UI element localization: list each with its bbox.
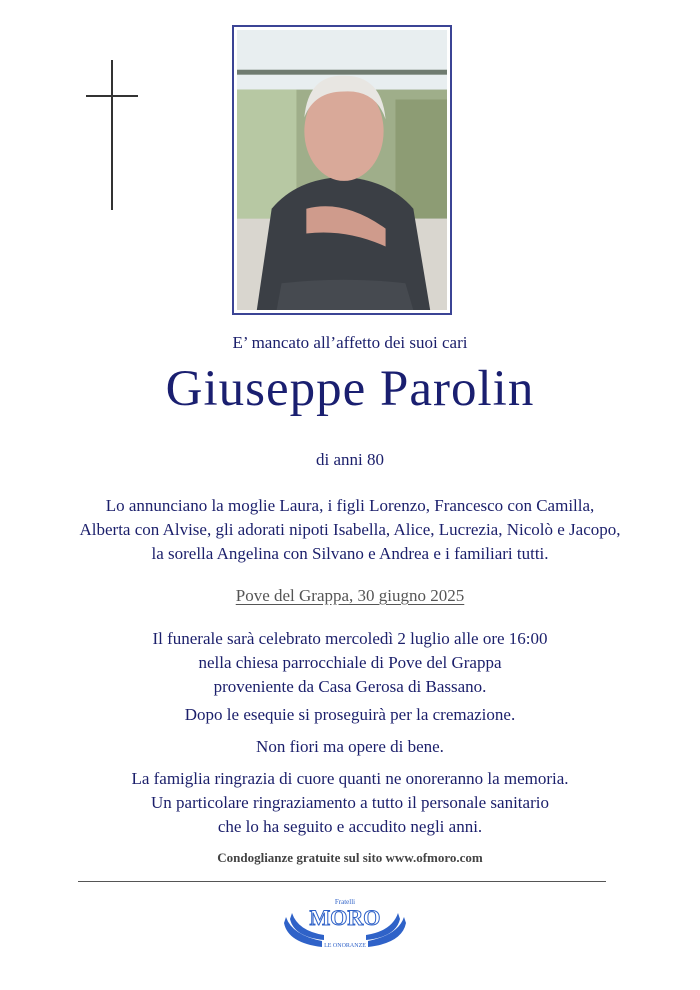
intro-text: E’ mancato all’affetto dei suoi cari bbox=[232, 333, 468, 352]
divider bbox=[78, 881, 606, 882]
thanks-text bbox=[0, 767, 700, 839]
funeral-home-logo bbox=[282, 895, 408, 955]
cross-icon bbox=[86, 60, 138, 210]
deceased-name: Giuseppe Parolin bbox=[165, 361, 535, 417]
funeral-line: proveniente da Casa Gerosa di Bassano. bbox=[213, 677, 487, 696]
flowers-text: Non fiori ma opere di bene. bbox=[256, 737, 444, 756]
age-text: di anni 80 bbox=[316, 450, 384, 469]
condolences-link[interactable]: Condoglianze gratuite sul sito www.ofmoro.com bbox=[217, 850, 483, 865]
portrait-photo bbox=[232, 25, 452, 315]
thanks-line: che lo ha seguito e accudito negli anni. bbox=[217, 817, 483, 836]
funeral-info bbox=[0, 627, 700, 699]
place-date bbox=[0, 586, 700, 606]
place-date-text: Pove del Grappa, 30 giugno 2025 bbox=[235, 586, 465, 605]
logo-top-text: Fratelli bbox=[334, 898, 356, 906]
announcement-line: la sorella Angelina con Silvano e Andrea e i familiari tutti. bbox=[151, 544, 549, 563]
announcement-line: Lo annunciano la moglie Laura, i figli Lorenzo, Francesco con Camilla, bbox=[105, 496, 595, 515]
logo-brand-text: MORO bbox=[309, 905, 381, 930]
thanks-line: La famiglia ringrazia di cuore quanti ne onoreranno la memoria. bbox=[131, 769, 569, 788]
funeral-line: nella chiesa parrocchiale di Pove del Grappa bbox=[198, 653, 502, 672]
announcement bbox=[0, 494, 700, 566]
thanks-line: Un particolare ringraziamento a tutto il personale sanitario bbox=[151, 793, 549, 812]
logo-bottom-text: LE ONORANZE bbox=[324, 943, 366, 949]
cremation-text: Dopo le esequie si proseguirà per la cremazione. bbox=[184, 705, 516, 724]
funeral-line: Il funerale sarà celebrato mercoledì 2 luglio alle ore 16:00 bbox=[152, 629, 548, 648]
announcement-line: Alberta con Alvise, gli adorati nipoti Isabella, Alice, Lucrezia, Nicolò e Jacopo, bbox=[79, 520, 621, 539]
